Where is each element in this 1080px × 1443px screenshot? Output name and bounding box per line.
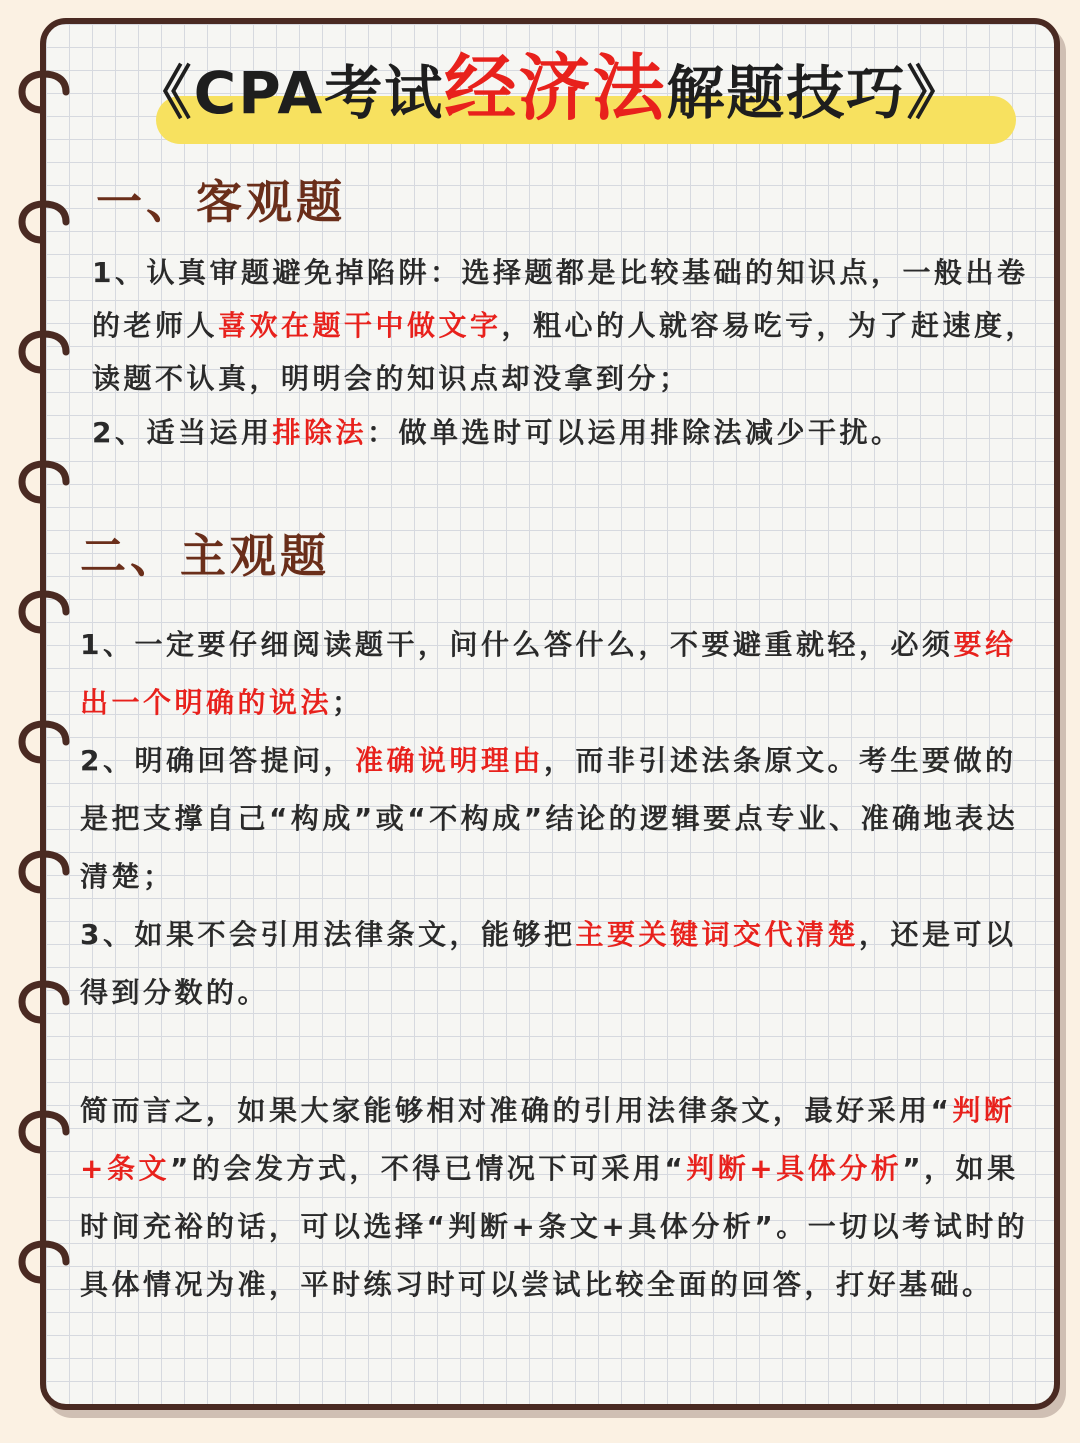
text: ：做单选时可以运用排除法减少干扰。: [367, 416, 903, 449]
subjective-item-1: [80, 616, 1040, 732]
subjective-item-3: [80, 906, 1040, 1022]
title-open-bracket: 《: [133, 59, 194, 127]
title-post: 解题技巧: [666, 59, 907, 127]
section-heading-subjective: 二、主观题: [80, 529, 330, 583]
highlight-text: 主要关键词交代清楚: [575, 918, 859, 951]
highlight-text: 判断+具体分析: [686, 1152, 903, 1185]
title-pre: CPA考试: [193, 59, 445, 127]
text: ，还是可以得到分数的。: [80, 918, 1017, 1009]
page-title: [46, 46, 1054, 130]
text: ；: [332, 686, 364, 719]
text: 3、如果不会引用法律条文，能够把: [80, 918, 576, 951]
title-close-bracket: 》: [906, 59, 967, 127]
notebook-page: [40, 18, 1060, 1410]
objective-item-1: [92, 246, 1052, 405]
text: 2、明确回答提问，: [80, 744, 355, 777]
text: 简而言之，如果大家能够相对准确的引用法律条文，最好采用“: [80, 1094, 953, 1127]
section-heading-objective: 一、客观题: [96, 175, 346, 229]
objective-item-2: [92, 406, 1052, 459]
text: ，粗心的人就容易吃亏，为了赶速度，读题不认真，明明会的知识点却没拿到分；: [92, 309, 1038, 395]
text: ”，如果时间充裕的话，可以选择“判断+条文+具体分析”。一切以考试时的具体情况为准，平时练习时可以尝试比较全面的回答，打好基础。: [80, 1152, 1029, 1301]
highlight-text: 喜欢在题干中做文字: [218, 309, 502, 342]
text: ，而非引述法条原文。考生要做的是把支撑自己“构成”或“不构成”结论的逻辑要点专业、准确地表达清楚；: [80, 744, 1019, 893]
highlight-text: 判断+条文: [80, 1094, 1016, 1185]
subjective-item-2: [80, 732, 1040, 906]
title-highlight: 经济法: [444, 46, 667, 130]
summary-paragraph: [80, 1082, 1040, 1314]
text: 1、一定要仔细阅读题干，问什么答什么，不要避重就轻，必须: [80, 628, 954, 661]
highlight-text: 排除法: [272, 416, 367, 449]
highlight-text: 要给出一个明确的说法: [80, 628, 1017, 719]
text: 2、适当运用: [92, 416, 273, 449]
text: 1、认真审题避免掉陷阱：选择题都是比较基础的知识点，一般出卷的老师人: [92, 256, 1029, 342]
highlight-text: 准确说明理由: [354, 744, 544, 777]
text: ”的会发方式，不得已情况下可采用“: [169, 1152, 687, 1185]
